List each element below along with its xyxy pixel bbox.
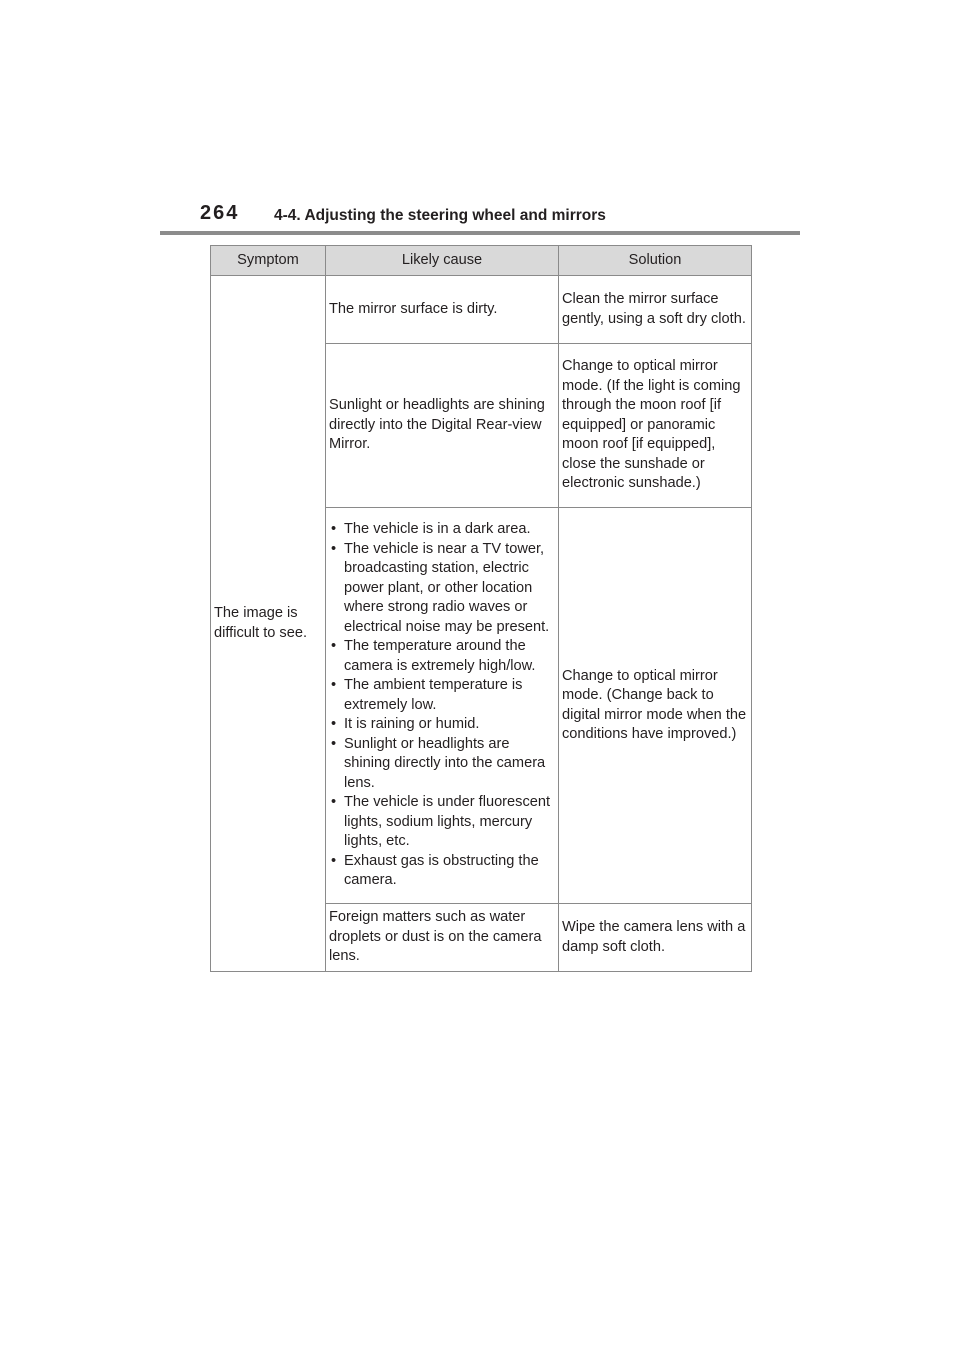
solution-cell: Change to optical mirror mode. (If the light is coming through the moon roof [if equipped] or panoramic moon roof [if equipped], close the sunshade or electronic sunshade.) <box>559 344 752 508</box>
troubleshooting-table <box>210 245 752 972</box>
cause-cell: The mirror surface is dirty. <box>326 276 559 344</box>
symptom-cell: The image is difficult to see. <box>211 276 326 972</box>
table-header-row <box>211 246 752 276</box>
cause-cell: Foreign matters such as water droplets or dust is on the camera lens. <box>326 904 559 972</box>
list-item: • It is raining or humid. <box>329 715 555 735</box>
solution-cell: Wipe the camera lens with a damp soft cloth. <box>559 904 752 972</box>
solution-cell: Change to optical mirror mode. (Change back to digital mirror mode when the conditions have improved.) <box>559 508 752 904</box>
cause-cell <box>326 508 559 904</box>
column-header-likely-cause: Likely cause <box>326 246 559 276</box>
list-item: • Exhaust gas is obstructing the camera. <box>329 852 555 891</box>
column-header-symptom: Symptom <box>211 246 326 276</box>
cause-list <box>329 520 555 891</box>
list-item: • The vehicle is under fluorescent lights, sodium lights, mercury lights, etc. <box>329 793 555 852</box>
cause-cell: Sunlight or headlights are shining directly into the Digital Rear-view Mirror. <box>326 344 559 508</box>
table-row <box>211 276 752 344</box>
page-header <box>160 202 800 236</box>
solution-cell: Clean the mirror surface gently, using a soft dry cloth. <box>559 276 752 344</box>
page-number: 264 <box>200 202 240 224</box>
list-item: • The vehicle is near a TV tower, broadcasting station, electric power plant, or other location where strong radio waves or electrical noise may be present. <box>329 540 555 638</box>
list-item: • The ambient temperature is extremely low. <box>329 676 555 715</box>
list-item: • The vehicle is in a dark area. <box>329 520 555 540</box>
list-item: • The temperature around the camera is extremely high/low. <box>329 637 555 676</box>
section-title: 4-4. Adjusting the steering wheel and mirrors <box>274 207 606 224</box>
header-divider <box>160 231 800 235</box>
column-header-solution: Solution <box>559 246 752 276</box>
list-item: • Sunlight or headlights are shining directly into the camera lens. <box>329 735 555 794</box>
